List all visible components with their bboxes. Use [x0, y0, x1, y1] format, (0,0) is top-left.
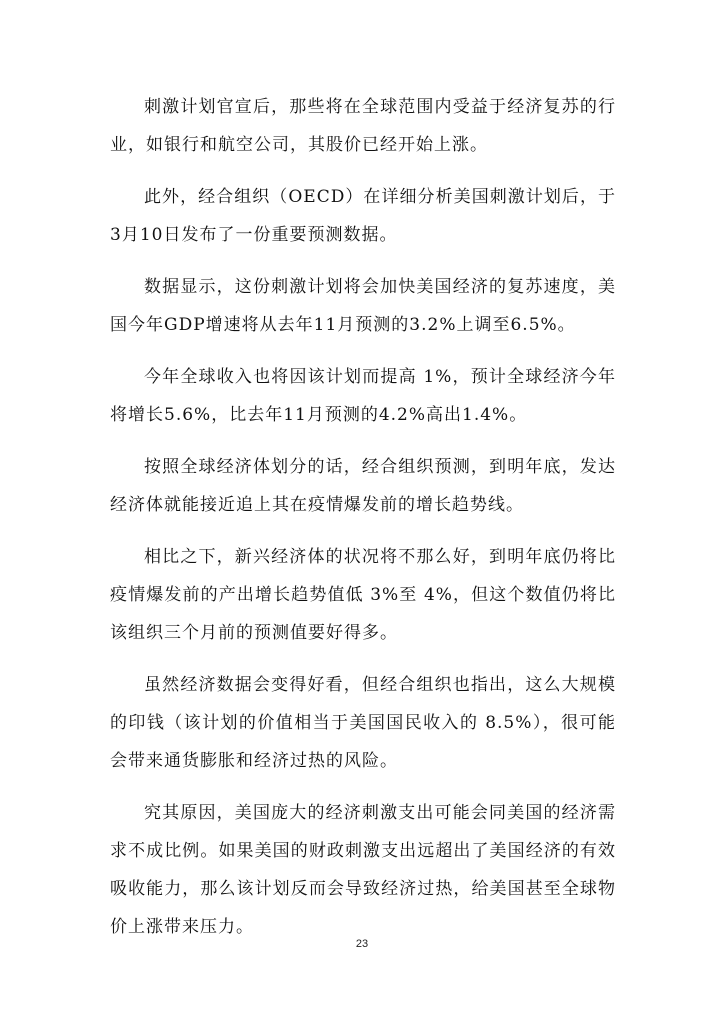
paragraph-4: 今年全球收入也将因该计划而提高 1%，预计全球经济今年将增长5.6%，比去年11月预测的4.2%高出1.4%。 — [110, 367, 616, 425]
document-body — [110, 88, 616, 960]
paragraph-5: 按照全球经济体划分的话，经合组织预测，到明年底，发达经济体就能接近追上其在疫情爆发前的增长趋势线。 — [110, 457, 616, 515]
paragraph-1: 刺激计划官宣后，那些将在全球范围内受益于经济复苏的行业，如银行和航空公司，其股价已经开始上涨。 — [110, 97, 616, 155]
paragraph-6: 相比之下，新兴经济体的状况将不那么好，到明年底仍将比疫情爆发前的产出增长趋势值低 3%至 4%，但这个数值仍将比该组织三个月前的预测值要好得多。 — [110, 547, 616, 643]
paragraph-7: 虽然经济数据会变得好看，但经合组织也指出，这么大规模的印钱（该计划的价值相当于美国国民收入的 8.5%），很可能会带来通货膨胀和经济过热的风险。 — [110, 675, 616, 771]
paragraph-8: 究其原因，美国庞大的经济刺激支出可能会同美国的经济需求不成比例。如果美国的财政刺激支出远超出了美国经济的有效吸收能力，那么该计划反而会导致经济过热，给美国甚至全球物价上涨带来压力。 — [110, 803, 616, 937]
paragraph-2: 此外，经合组织（OECD）在详细分析美国刺激计划后，于3月10日发布了一份重要预测数据。 — [110, 187, 616, 245]
paragraph-3: 数据显示，这份刺激计划将会加快美国经济的复苏速度，美国今年GDP增速将从去年11月预测的3.2%上调至6.5%。 — [110, 277, 616, 335]
page-number: 23 — [355, 938, 369, 950]
